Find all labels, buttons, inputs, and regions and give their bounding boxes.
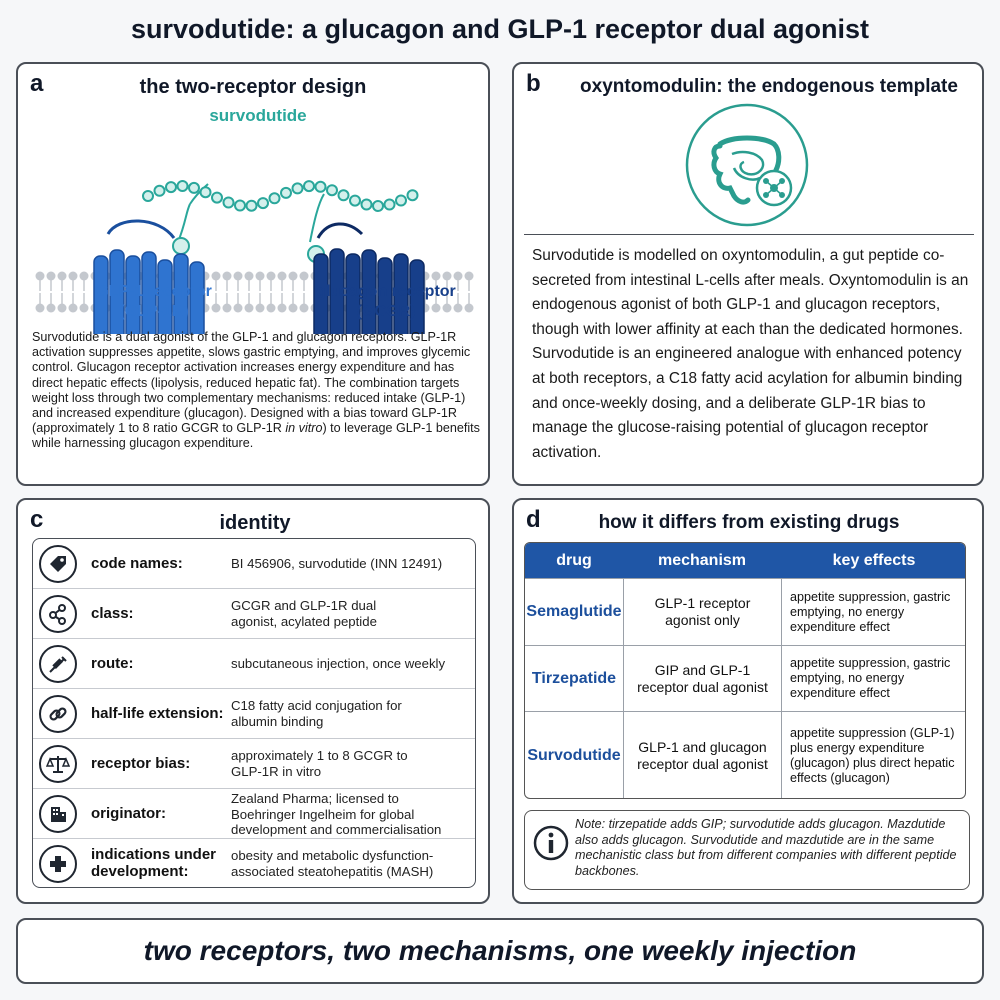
panel-b [512, 62, 984, 486]
identity-value: approximately 1 to 8 GCGR to GLP-1R in vitro [231, 748, 408, 779]
identity-row [33, 539, 475, 589]
tagline: two receptors, two mechanisms, one weekly injection [16, 918, 984, 984]
identity-key: receptor bias: [91, 755, 191, 772]
panel-b-description: Survodutide is modelled on oxyntomodulin, a gut peptide co-secreted from intestinal L-cells after meals. Oxyntomodulin is an endogenous agonist of both GLP-1 and glucagon receptors, though with lower affinity at each than the dedicated hormones. Survodutide is an engineered analogue with enhanced potency at both receptors, a C18 fatty acid acylation for albumin binding and once-weekly dosing, and a deliberate GLP-1R bias to manage the glucose-raising potential of glucagon receptor activation. [532, 247, 969, 461]
info-icon [533, 825, 569, 861]
identity-row [33, 789, 475, 839]
peptide-label: survodutide [209, 106, 307, 125]
table-header [525, 543, 965, 578]
chain-link-icon [39, 695, 77, 733]
panel-title: oxyntomodulin: the endogenous template [580, 76, 958, 97]
identity-value: C18 fatty acid conjugation for albumin binding [231, 698, 402, 729]
identity-value: obesity and metabolic dysfunction-associated steatohepatitis (MASH) [231, 848, 434, 879]
tag-icon [39, 545, 77, 583]
identity-key: indications under development: [91, 846, 217, 880]
panel-a [16, 62, 490, 486]
identity-row [33, 839, 475, 889]
panel-title: the two-receptor design [139, 76, 367, 98]
note-text: Note: tirzepatide adds GIP; survodutide adds glucagon. Mazdutide also adds glucagon. Survodutide and mazdutide are in the same mechanistic class but from different companies with different peptide backbones. [575, 817, 957, 878]
identity-key: route: [91, 655, 134, 672]
intestine-icon [682, 100, 812, 230]
table-cell-mechanism: GLP-1 receptor agonist only [623, 579, 781, 645]
table-cell-effects: appetite suppression, gastric emptying, no energy expenditure effect [781, 646, 966, 711]
identity-key: originator: [91, 805, 166, 822]
table-cell-drug: Tirzepatide [531, 669, 617, 687]
panel-letter: c [30, 506, 44, 533]
molecule-icon [39, 595, 77, 633]
identity-key: code names: [91, 555, 183, 572]
identity-value: BI 456906, survodutide (INN 12491) [231, 556, 443, 571]
page-title: survodutide: a glucagon and GLP-1 receptor dual agonist [130, 14, 870, 44]
identity-row [33, 639, 475, 689]
table-cell-mechanism: GIP and GLP-1 receptor dual agonist [623, 646, 781, 711]
scales-icon [39, 745, 77, 783]
identity-value: subcutaneous injection, once weekly [231, 656, 446, 671]
table-row [525, 578, 965, 645]
identity-row [33, 589, 475, 639]
identity-key: half-life extension: [91, 705, 224, 722]
table-cell-effects: appetite suppression, gastric emptying, no energy expenditure effect [781, 579, 966, 645]
table-cell-drug: Survodutide [527, 747, 621, 764]
panel-a-description: Survodutide is a dual agonist of the GLP-1 and glucagon receptors. GLP-1R activation suppresses appetite, slows gastric emptying, and improves glycemic control. Glucagon receptor activation increases energy expenditure and has direct hepatic effects (lipolysis, reduced hepatic fat). The combination targets weight loss through two complementary mechanisms: reduced intake (GLP-1) and increased expenditure (glucagon). Designed with a bias toward GLP-1R (approximately 1 to 8 ratio GCGR to GLP-1R in vitro) to leverage GLP-1 benefits while harnessing glucagon expenditure. [32, 330, 480, 451]
panel-b-divider [524, 234, 974, 235]
identity-row [33, 739, 475, 789]
identity-value: GCGR and GLP-1R dual agonist, acylated peptide [231, 598, 377, 629]
identity-row [33, 689, 475, 739]
table-row [525, 711, 965, 799]
survodutide-peptide-chain [143, 181, 418, 262]
table-cell-drug: Semaglutide [526, 603, 622, 620]
table-header-cell: drug [556, 551, 592, 569]
table-cell-effects: appetite suppression (GLP-1) plus energy expenditure (glucagon) plus direct hepatic effects (glucagon) [781, 712, 966, 799]
panel-title: identity [219, 512, 291, 534]
identity-value: Zealand Pharma; licensed to Boehringer Ingelheim for global development and commercialisation [231, 791, 442, 838]
panel-letter: d [526, 506, 541, 533]
comparison-table [524, 542, 966, 799]
syringe-icon [39, 645, 77, 683]
table-header-cell: key effects [832, 551, 916, 569]
table-row [525, 645, 965, 711]
identity-key: class: [91, 605, 134, 622]
identity-table [32, 538, 476, 888]
gcgr-label: glucagon receptor (GCGR) [316, 283, 456, 320]
table-cell-mechanism: GLP-1 and glucagon receptor dual agonist [623, 712, 781, 799]
glp1r-label: GLP-1 receptor (GLP-1R) [96, 283, 212, 320]
panel-title: how it differs from existing drugs [598, 512, 900, 533]
plus-cross-icon [39, 845, 77, 883]
building-icon [39, 795, 77, 833]
panel-letter: a [30, 70, 44, 97]
note-box [524, 810, 970, 890]
panel-letter: b [526, 70, 541, 97]
table-header-cell: mechanism [657, 551, 747, 569]
